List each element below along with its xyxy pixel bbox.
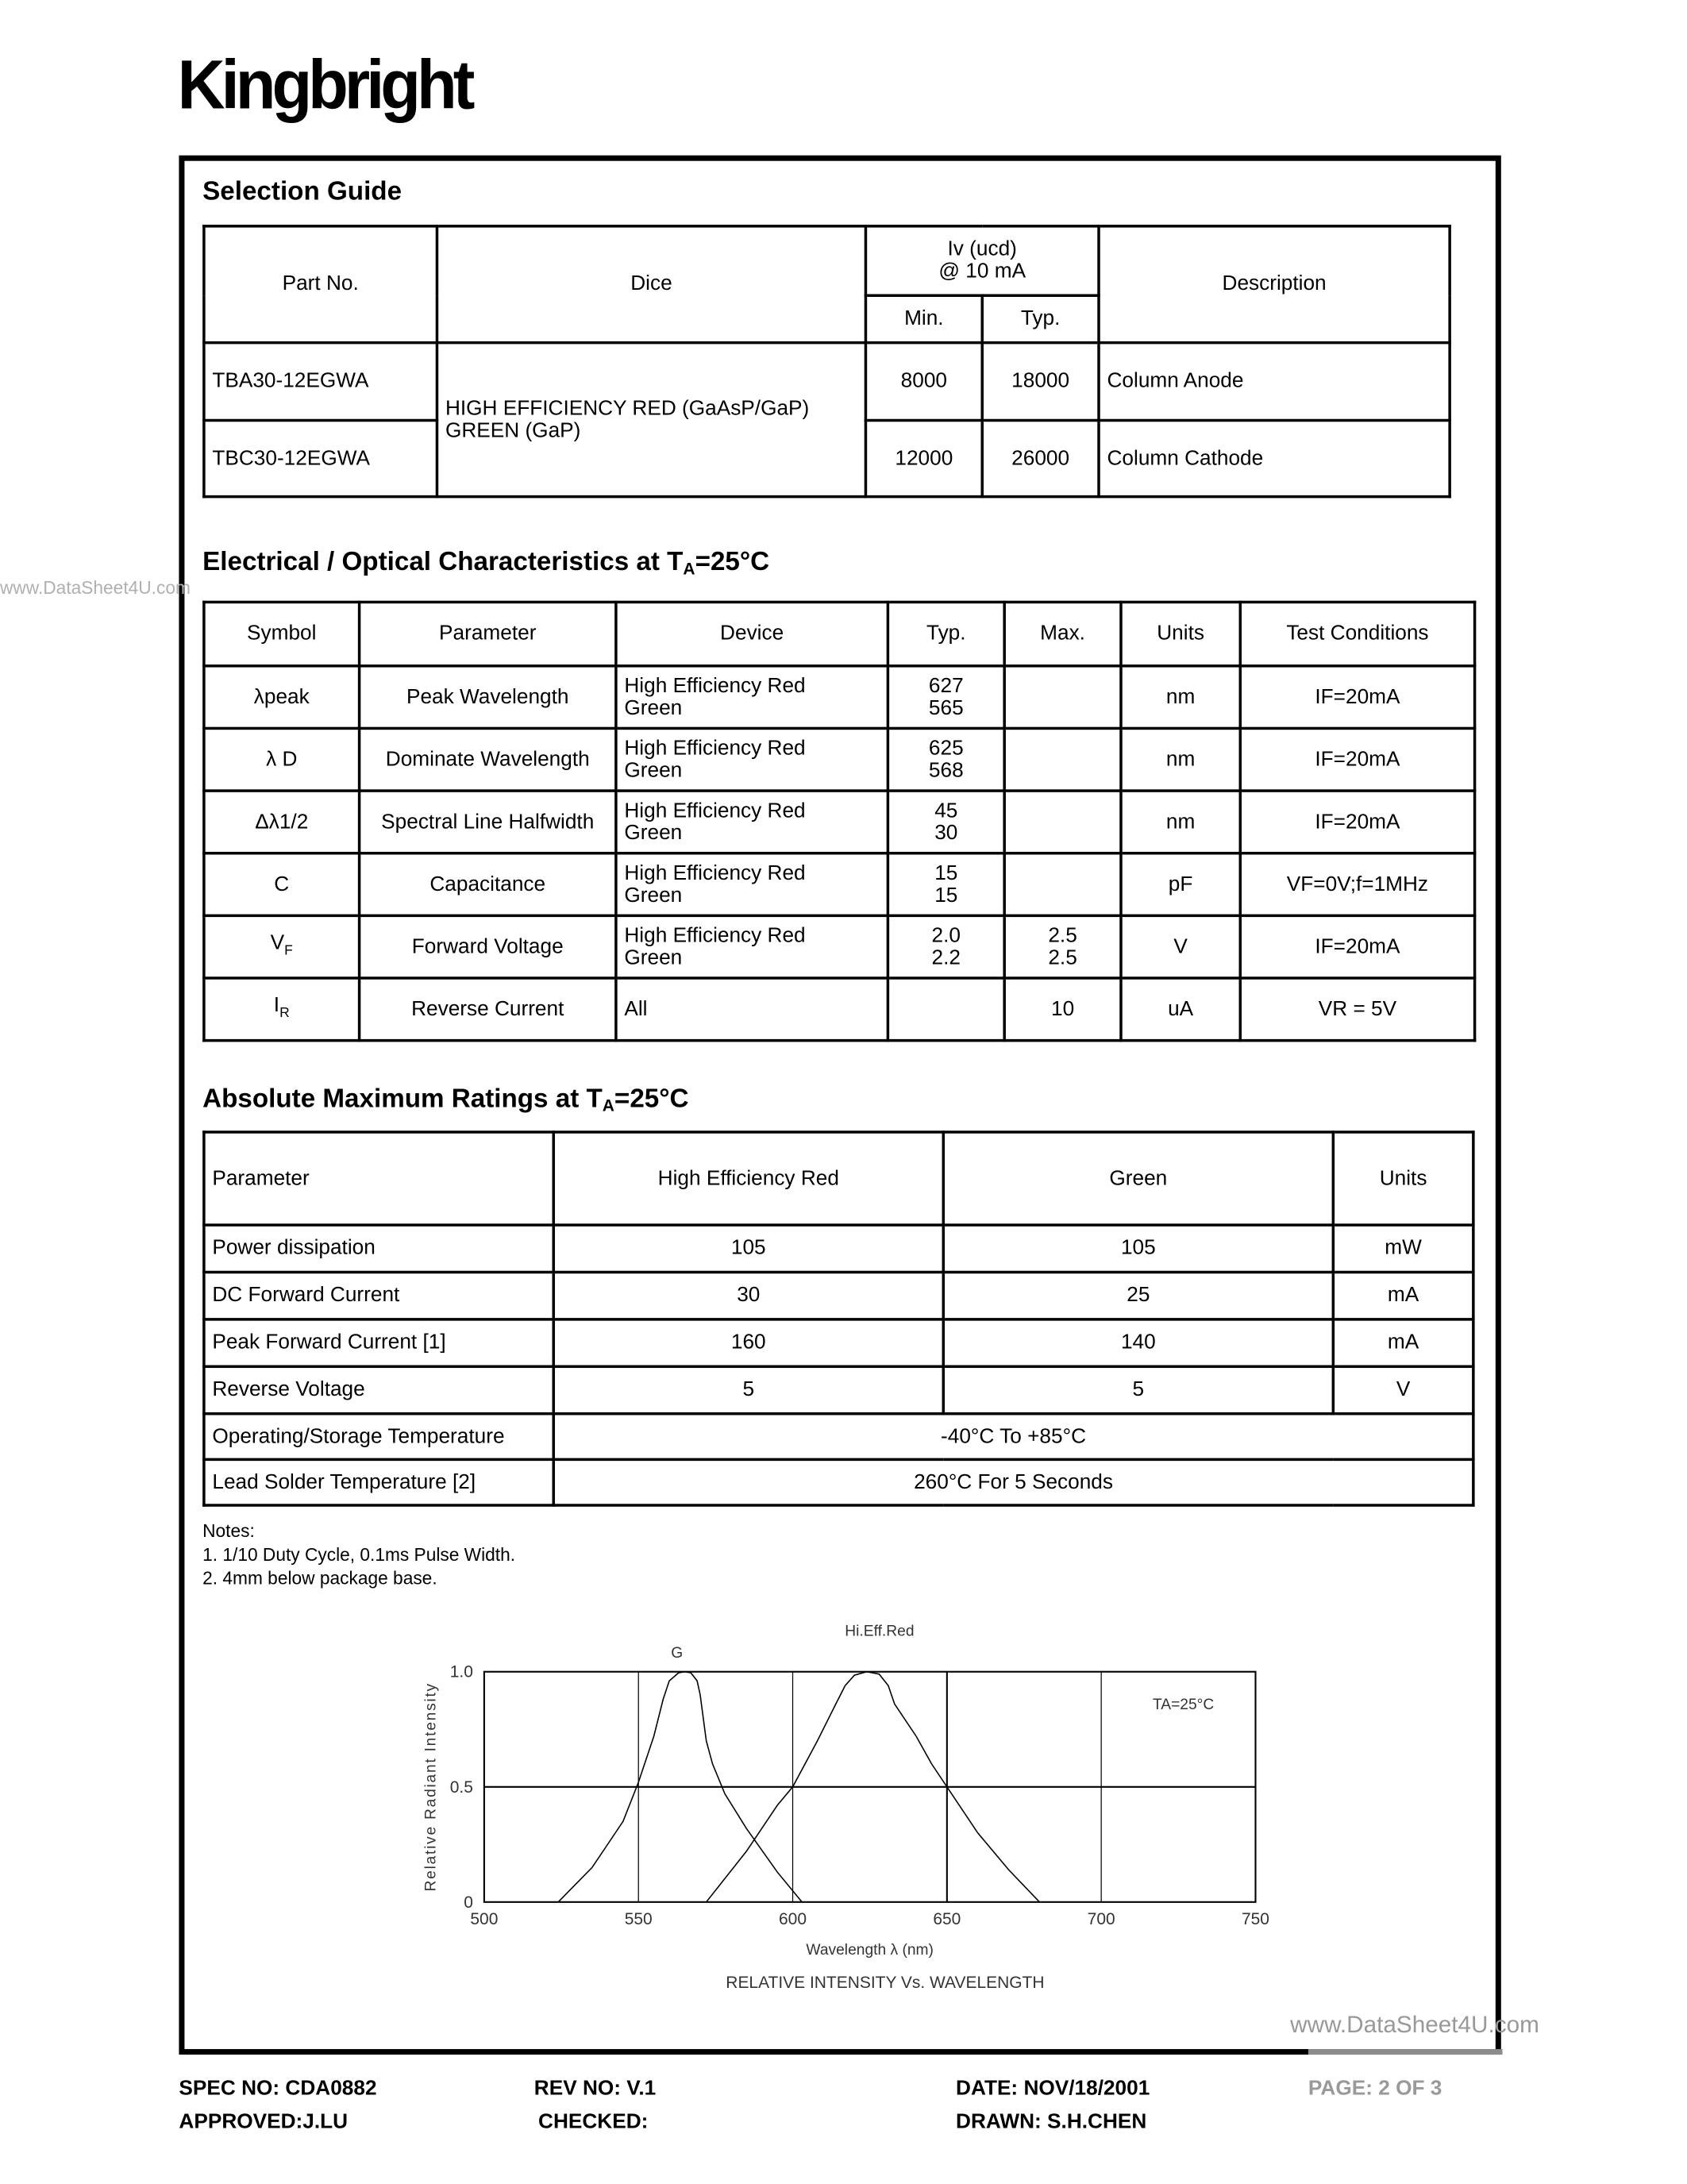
parameter: Capacitance xyxy=(360,853,616,916)
units: V xyxy=(1121,915,1240,978)
units: nm xyxy=(1121,791,1240,853)
series-label: G xyxy=(671,1645,684,1662)
units: mW xyxy=(1333,1225,1473,1272)
checked-by: CHECKED: xyxy=(538,2109,649,2134)
typ-1: 2.0 xyxy=(931,923,961,947)
symbol-text: I xyxy=(273,992,280,1017)
y-tick-label: 0.5 xyxy=(449,1778,473,1797)
x-tick-label: 550 xyxy=(624,1909,653,1928)
header-green: Green xyxy=(943,1132,1333,1225)
table-row xyxy=(204,915,1475,978)
red-value: 105 xyxy=(553,1225,943,1272)
typ xyxy=(888,915,1004,978)
header-max: Max. xyxy=(1004,602,1121,665)
max-1: 10 xyxy=(1051,996,1075,1021)
header-description: Description xyxy=(1099,226,1450,343)
typ-2: 2.2 xyxy=(931,945,961,969)
header-units: Units xyxy=(1333,1132,1473,1225)
parameter: Operating/Storage Temperature xyxy=(204,1414,553,1460)
device-2: Green xyxy=(624,758,683,782)
units: V xyxy=(1333,1366,1473,1413)
symbol-subscript: F xyxy=(284,942,293,958)
device-1: High Efficiency Red xyxy=(624,736,806,760)
device xyxy=(616,791,888,853)
series-label: Hi.Eff.Red xyxy=(845,1623,915,1640)
green-value: 25 xyxy=(943,1272,1333,1319)
x-tick-label: 650 xyxy=(933,1909,961,1928)
header-units: Units xyxy=(1121,602,1240,665)
value: -40°C To +85°C xyxy=(553,1414,1473,1460)
description: Column Anode xyxy=(1099,343,1450,421)
parameter: Peak Wavelength xyxy=(360,666,616,729)
typ-1: 45 xyxy=(934,798,958,822)
iv-min: 8000 xyxy=(865,343,982,421)
table-row xyxy=(204,791,1475,853)
note-item: 2. 4mm below package base. xyxy=(202,1567,437,1589)
absolute-ratings-table xyxy=(202,1131,1474,1507)
typ-2: 15 xyxy=(934,883,958,907)
table-row xyxy=(204,978,1475,1041)
header-symbol: Symbol xyxy=(204,602,360,665)
x-tick-label: 700 xyxy=(1087,1909,1115,1928)
header-typ: Typ. xyxy=(888,602,1004,665)
typ-2: 30 xyxy=(934,820,958,845)
date: DATE: NOV/18/2001 xyxy=(956,2077,1150,2101)
red-value: 30 xyxy=(553,1272,943,1319)
description: Column Cathode xyxy=(1099,420,1450,496)
iv-condition: @ 10 mA xyxy=(938,259,1026,283)
header-typ: Typ. xyxy=(982,295,1099,342)
header-red: High Efficiency Red xyxy=(553,1132,943,1225)
chart-title: RELATIVE INTENSITY Vs. WAVELENGTH xyxy=(726,1974,1045,1993)
typ-1: 15 xyxy=(934,861,958,885)
typ xyxy=(888,978,1004,1041)
device-1: High Efficiency Red xyxy=(624,798,806,822)
table-row xyxy=(204,1414,1473,1460)
parameter: Reverse Voltage xyxy=(204,1366,553,1413)
table-row xyxy=(204,1319,1473,1366)
device-1: High Efficiency Red xyxy=(624,861,806,885)
dice-green: GREEN (GaP) xyxy=(445,418,581,442)
part-no: TBC30-12EGWA xyxy=(204,420,437,496)
absolute-ratings-title: Absolute Maximum Ratings at $T_A=25^\circ C$ xyxy=(202,1084,689,1115)
electrical-title: Electrical / Optical Characteristics at $T_A=25^\circ C$ xyxy=(202,548,770,579)
test-condition: VF=0V;f=1MHz xyxy=(1240,853,1474,916)
parameter: Reverse Current xyxy=(360,978,616,1041)
header-device: Device xyxy=(616,602,888,665)
table-row xyxy=(204,343,1450,421)
electrical-table xyxy=(202,601,1476,1042)
value: 260°C For 5 Seconds xyxy=(553,1459,1473,1505)
symbol-text: Δλ1/2 xyxy=(255,809,309,834)
temperature-annotation: TA=25°C xyxy=(1152,1696,1215,1713)
symbol xyxy=(204,915,360,978)
selection-guide-title: Selection Guide xyxy=(202,177,402,207)
table-row xyxy=(204,1272,1473,1319)
table-row xyxy=(204,1366,1473,1413)
parameter: Dominate Wavelength xyxy=(360,728,616,791)
header-parameter: Parameter xyxy=(204,1132,553,1225)
device-1: High Efficiency Red xyxy=(624,923,806,947)
device-2: Green xyxy=(624,883,683,907)
table-row xyxy=(204,666,1475,729)
symbol-text: λpeak xyxy=(253,684,310,709)
spec-no: SPEC NO: CDA0882 xyxy=(179,2077,377,2101)
red-value: 160 xyxy=(553,1319,943,1366)
typ-1: 625 xyxy=(928,736,964,760)
max-2: 2.5 xyxy=(1048,945,1077,969)
device xyxy=(616,853,888,916)
header-iv xyxy=(865,226,1099,295)
typ xyxy=(888,791,1004,853)
header-parameter: Parameter xyxy=(360,602,616,665)
typ-2: 568 xyxy=(928,758,964,782)
notes-title: Notes: xyxy=(202,1520,255,1542)
units: pF xyxy=(1121,853,1240,916)
x-tick-label: 600 xyxy=(779,1909,807,1928)
device-1: All xyxy=(624,996,648,1021)
selection-guide-table xyxy=(202,225,1451,498)
iv-label: Iv (ucd) xyxy=(947,237,1017,261)
device xyxy=(616,666,888,729)
max xyxy=(1004,915,1121,978)
green-value: 140 xyxy=(943,1319,1333,1366)
max-1: 2.5 xyxy=(1048,923,1077,947)
part-no: TBA30-12EGWA xyxy=(204,343,437,421)
units: mA xyxy=(1333,1319,1473,1366)
intensity-chart xyxy=(0,1596,1687,2012)
symbol xyxy=(204,853,360,916)
header-dice: Dice xyxy=(437,226,865,343)
table-row xyxy=(204,853,1475,916)
dice-red: HIGH EFFICIENCY RED (GaAsP/GaP) xyxy=(445,395,810,420)
iv-typ: 26000 xyxy=(982,420,1099,496)
x-tick-label: 750 xyxy=(1241,1909,1269,1928)
table-row xyxy=(204,1459,1473,1505)
green-value: 105 xyxy=(943,1225,1333,1272)
units: nm xyxy=(1121,728,1240,791)
watermark-bottom: www.DataSheet4U.com xyxy=(1290,2011,1539,2039)
drawn-by: DRAWN: S.H.CHEN xyxy=(956,2109,1147,2134)
rev-no: REV NO: V.1 xyxy=(533,2077,657,2101)
x-tick-label: 500 xyxy=(470,1909,499,1928)
kingbright-logo: Kingbright xyxy=(177,45,472,124)
test-condition: IF=20mA xyxy=(1240,666,1474,729)
test-condition: IF=20mA xyxy=(1240,915,1474,978)
device xyxy=(616,728,888,791)
symbol-text: λ D xyxy=(266,747,298,771)
typ-1: 627 xyxy=(928,673,964,698)
device-1: High Efficiency Red xyxy=(624,673,806,698)
symbol-text: V xyxy=(270,930,285,954)
parameter: Forward Voltage xyxy=(360,915,616,978)
units: mA xyxy=(1333,1272,1473,1319)
header-min: Min. xyxy=(865,295,982,342)
symbol xyxy=(204,791,360,853)
typ xyxy=(888,728,1004,791)
dice-cell xyxy=(437,343,865,497)
symbol xyxy=(204,978,360,1041)
test-condition: IF=20mA xyxy=(1240,791,1474,853)
iv-typ: 18000 xyxy=(982,343,1099,421)
header-part-no: Part No. xyxy=(204,226,437,343)
typ xyxy=(888,853,1004,916)
green-value: 5 xyxy=(943,1366,1333,1413)
page-number: PAGE: 2 OF 3 xyxy=(1308,2077,1442,2101)
frame-edge xyxy=(1308,2049,1503,2055)
parameter: DC Forward Current xyxy=(204,1272,553,1319)
max xyxy=(1004,978,1121,1041)
y-tick-label: 0 xyxy=(464,1893,473,1912)
symbol-text: C xyxy=(274,872,290,896)
parameter: Spectral Line Halfwidth xyxy=(360,791,616,853)
max xyxy=(1004,853,1121,916)
typ-2: 565 xyxy=(928,695,964,720)
y-tick-label: 1.0 xyxy=(449,1662,473,1681)
y-axis-label: Relative Radiant Intensity xyxy=(422,1682,440,1892)
iv-min: 12000 xyxy=(865,420,982,496)
approved-by: APPROVED:J.LU xyxy=(179,2109,349,2134)
notes xyxy=(202,1520,515,1590)
x-axis-label: Wavelength λ (nm) xyxy=(806,1942,934,1959)
header-test-conditions: Test Conditions xyxy=(1240,602,1474,665)
units: uA xyxy=(1121,978,1240,1041)
test-condition: VR = 5V xyxy=(1240,978,1474,1041)
device-2: Green xyxy=(624,945,683,969)
max xyxy=(1004,791,1121,853)
symbol-subscript: R xyxy=(279,1005,290,1021)
typ xyxy=(888,666,1004,729)
watermark-left: www.DataSheet4U.com xyxy=(0,576,191,599)
device xyxy=(616,978,888,1041)
note-item: 1. 1/10 Duty Cycle, 0.1ms Pulse Width. xyxy=(202,1543,516,1566)
device-2: Green xyxy=(624,695,683,720)
device-2: Green xyxy=(624,820,683,845)
test-condition: IF=20mA xyxy=(1240,728,1474,791)
parameter: Lead Solder Temperature [2] xyxy=(204,1459,553,1505)
symbol xyxy=(204,666,360,729)
table-row xyxy=(204,728,1475,791)
table-row xyxy=(204,1225,1473,1272)
max xyxy=(1004,728,1121,791)
parameter: Peak Forward Current [1] xyxy=(204,1319,553,1366)
parameter: Power dissipation xyxy=(204,1225,553,1272)
symbol xyxy=(204,728,360,791)
red-value: 5 xyxy=(553,1366,943,1413)
device xyxy=(616,915,888,978)
units: nm xyxy=(1121,666,1240,729)
max xyxy=(1004,666,1121,729)
